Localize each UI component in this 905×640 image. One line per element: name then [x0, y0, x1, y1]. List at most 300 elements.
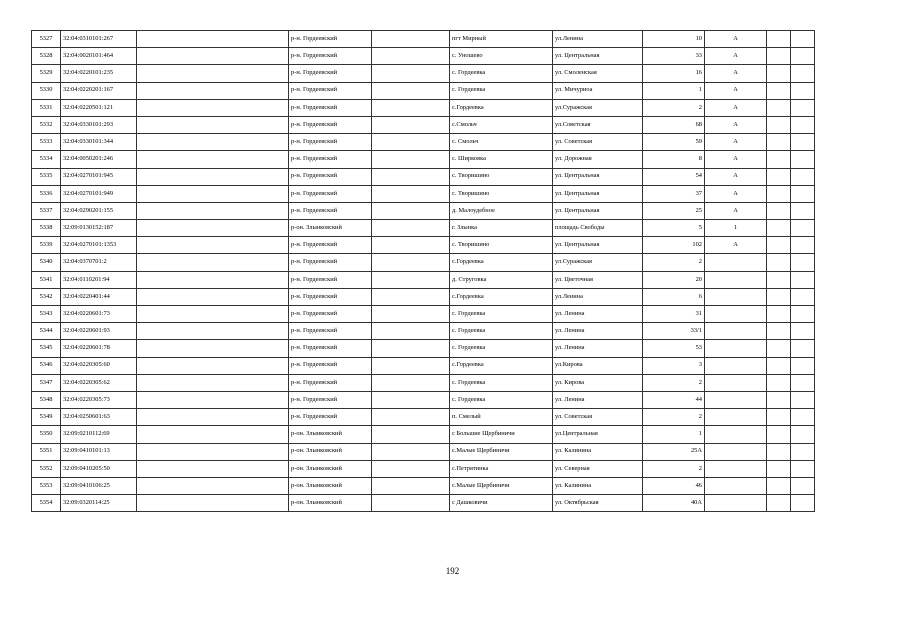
- row-number-cell: 5343: [32, 306, 61, 323]
- house-number-cell: 59: [643, 134, 705, 151]
- empty-cell: [372, 460, 450, 477]
- letter-cell: А: [705, 31, 767, 48]
- row-number-cell: 5327: [32, 31, 61, 48]
- cadastral-number-cell: 32:04:0220601:93: [61, 323, 137, 340]
- district-cell: р-н. Гордеевский: [289, 116, 372, 133]
- cadastral-number-cell: 32:04:0220501:121: [61, 99, 137, 116]
- empty-cell: [767, 340, 791, 357]
- cadastral-number-cell: 32:04:0250601:63: [61, 409, 137, 426]
- street-cell: ул. Калинина: [553, 477, 643, 494]
- row-number-cell: 5333: [32, 134, 61, 151]
- empty-cell: [137, 409, 289, 426]
- letter-cell: [705, 306, 767, 323]
- row-number-cell: 5351: [32, 443, 61, 460]
- row-number-cell: 5348: [32, 391, 61, 408]
- empty-cell: [791, 426, 815, 443]
- row-number-cell: 5337: [32, 202, 61, 219]
- empty-cell: [767, 426, 791, 443]
- district-cell: р-н. Гордеевский: [289, 31, 372, 48]
- street-cell: ул. Советская: [553, 134, 643, 151]
- cadastral-number-cell: 32:04:0370701:2: [61, 254, 137, 271]
- empty-cell: [372, 340, 450, 357]
- house-number-cell: 102: [643, 237, 705, 254]
- empty-cell: [137, 306, 289, 323]
- empty-cell: [791, 168, 815, 185]
- empty-cell: [137, 202, 289, 219]
- letter-cell: А: [705, 202, 767, 219]
- empty-cell: [791, 220, 815, 237]
- cadastral-number-cell: 32:04:0020101:464: [61, 48, 137, 65]
- cadastral-number-cell: 32:04:0220305:62: [61, 374, 137, 391]
- table-row: [32, 477, 815, 494]
- settlement-cell: с.Малые Щербиничи: [450, 477, 553, 494]
- table-row: [32, 220, 815, 237]
- settlement-cell: с. Ширковка: [450, 151, 553, 168]
- district-cell: р-он. Злынковский: [289, 477, 372, 494]
- settlement-cell: с Большие Щербиничи: [450, 426, 553, 443]
- letter-cell: [705, 409, 767, 426]
- cadastral-number-cell: 32:04:0270101:945: [61, 168, 137, 185]
- house-number-cell: 2: [643, 460, 705, 477]
- cadastral-number-cell: 32:09:0320114:25: [61, 495, 137, 512]
- empty-cell: [767, 460, 791, 477]
- letter-cell: [705, 443, 767, 460]
- letter-cell: [705, 391, 767, 408]
- cadastral-number-cell: 32:04:0290201:155: [61, 202, 137, 219]
- letter-cell: А: [705, 134, 767, 151]
- empty-cell: [137, 151, 289, 168]
- empty-cell: [372, 99, 450, 116]
- district-cell: р-н. Гордеевский: [289, 99, 372, 116]
- cadastral-number-cell: 32:04:0220601:73: [61, 306, 137, 323]
- settlement-cell: с. Гордеевка: [450, 65, 553, 82]
- row-number-cell: 5330: [32, 82, 61, 99]
- empty-cell: [372, 82, 450, 99]
- empty-cell: [767, 237, 791, 254]
- street-cell: ул.Суражская: [553, 254, 643, 271]
- house-number-cell: 1: [643, 82, 705, 99]
- street-cell: ул.Центральная: [553, 426, 643, 443]
- district-cell: р-н. Гордеевский: [289, 288, 372, 305]
- cadastral-number-cell: 32:04:0270101:949: [61, 185, 137, 202]
- empty-cell: [372, 409, 450, 426]
- district-cell: р-н. Гордеевский: [289, 323, 372, 340]
- empty-cell: [767, 82, 791, 99]
- street-cell: ул. Центральная: [553, 168, 643, 185]
- letter-cell: [705, 477, 767, 494]
- table-row: [32, 357, 815, 374]
- empty-cell: [791, 271, 815, 288]
- table-row: [32, 443, 815, 460]
- empty-cell: [137, 116, 289, 133]
- empty-cell: [767, 31, 791, 48]
- empty-cell: [791, 374, 815, 391]
- street-cell: ул.Ленина: [553, 31, 643, 48]
- settlement-cell: с. Гордеевка: [450, 323, 553, 340]
- property-registry-table: [31, 30, 815, 512]
- settlement-cell: с.Смольч: [450, 116, 553, 133]
- empty-cell: [372, 202, 450, 219]
- empty-cell: [137, 477, 289, 494]
- empty-cell: [372, 116, 450, 133]
- row-number-cell: 5344: [32, 323, 61, 340]
- row-number-cell: 5350: [32, 426, 61, 443]
- cadastral-number-cell: 32:04:0050201:246: [61, 151, 137, 168]
- settlement-cell: с. Уношево: [450, 48, 553, 65]
- empty-cell: [137, 460, 289, 477]
- row-number-cell: 5353: [32, 477, 61, 494]
- table-row: [32, 323, 815, 340]
- empty-cell: [791, 323, 815, 340]
- district-cell: р-н. Гордеевский: [289, 374, 372, 391]
- table-row: [32, 460, 815, 477]
- district-cell: р-н. Гордеевский: [289, 306, 372, 323]
- settlement-cell: с. Творишино: [450, 237, 553, 254]
- settlement-cell: с. Гордеевка: [450, 391, 553, 408]
- row-number-cell: 5339: [32, 237, 61, 254]
- empty-cell: [372, 220, 450, 237]
- settlement-cell: с. Смольч: [450, 134, 553, 151]
- letter-cell: [705, 357, 767, 374]
- empty-cell: [137, 323, 289, 340]
- empty-cell: [791, 65, 815, 82]
- empty-cell: [767, 306, 791, 323]
- street-cell: ул. Центральная: [553, 237, 643, 254]
- empty-cell: [137, 357, 289, 374]
- empty-cell: [767, 134, 791, 151]
- table-row: [32, 254, 815, 271]
- house-number-cell: 16: [643, 65, 705, 82]
- settlement-cell: д. Струговка: [450, 271, 553, 288]
- empty-cell: [137, 168, 289, 185]
- district-cell: р-он. Злынковский: [289, 426, 372, 443]
- cadastral-number-cell: 32:04:0330101:293: [61, 116, 137, 133]
- table-row: [32, 237, 815, 254]
- house-number-cell: 8: [643, 151, 705, 168]
- district-cell: р-н. Гордеевский: [289, 237, 372, 254]
- cadastral-number-cell: 32:04:0220401:44: [61, 288, 137, 305]
- empty-cell: [372, 477, 450, 494]
- street-cell: ул. Ленина: [553, 323, 643, 340]
- settlement-cell: с Дашковичи: [450, 495, 553, 512]
- empty-cell: [372, 426, 450, 443]
- empty-cell: [791, 202, 815, 219]
- house-number-cell: 46: [643, 477, 705, 494]
- table-row: [32, 340, 815, 357]
- house-number-cell: 3: [643, 357, 705, 374]
- empty-cell: [767, 271, 791, 288]
- empty-cell: [791, 409, 815, 426]
- empty-cell: [372, 495, 450, 512]
- table-row: [32, 374, 815, 391]
- table-row: [32, 409, 815, 426]
- house-number-cell: 20: [643, 271, 705, 288]
- empty-cell: [372, 288, 450, 305]
- empty-cell: [791, 254, 815, 271]
- row-number-cell: 5340: [32, 254, 61, 271]
- settlement-cell: с. Гордеевка: [450, 340, 553, 357]
- empty-cell: [791, 99, 815, 116]
- row-number-cell: 5329: [32, 65, 61, 82]
- street-cell: ул.Советская: [553, 116, 643, 133]
- street-cell: ул. Северная: [553, 460, 643, 477]
- empty-cell: [372, 443, 450, 460]
- empty-cell: [372, 134, 450, 151]
- district-cell: р-н. Гордеевский: [289, 48, 372, 65]
- empty-cell: [137, 48, 289, 65]
- empty-cell: [791, 288, 815, 305]
- empty-cell: [767, 443, 791, 460]
- empty-cell: [791, 477, 815, 494]
- settlement-cell: с.Малые Щербиничи: [450, 443, 553, 460]
- table-row: [32, 495, 815, 512]
- cadastral-number-cell: 32:09:0130152:187: [61, 220, 137, 237]
- empty-cell: [767, 391, 791, 408]
- registry-table-body: [32, 31, 815, 512]
- empty-cell: [767, 99, 791, 116]
- cadastral-number-cell: 32:04:0270101:1353: [61, 237, 137, 254]
- street-cell: ул. Октябрьская: [553, 495, 643, 512]
- house-number-cell: 25: [643, 202, 705, 219]
- table-row: [32, 151, 815, 168]
- empty-cell: [767, 168, 791, 185]
- table-row: [32, 202, 815, 219]
- district-cell: р-н. Гордеевский: [289, 254, 372, 271]
- empty-cell: [791, 151, 815, 168]
- cadastral-number-cell: 32:09:0210112:69: [61, 426, 137, 443]
- empty-cell: [372, 391, 450, 408]
- empty-cell: [372, 168, 450, 185]
- empty-cell: [137, 374, 289, 391]
- letter-cell: А: [705, 168, 767, 185]
- house-number-cell: 2: [643, 99, 705, 116]
- street-cell: ул. Кирова: [553, 374, 643, 391]
- empty-cell: [137, 254, 289, 271]
- house-number-cell: 40А: [643, 495, 705, 512]
- street-cell: площадь Свободы: [553, 220, 643, 237]
- row-number-cell: 5328: [32, 48, 61, 65]
- cadastral-number-cell: 32:04:0220201:167: [61, 82, 137, 99]
- district-cell: р-он. Злынковский: [289, 220, 372, 237]
- letter-cell: А: [705, 99, 767, 116]
- house-number-cell: 68: [643, 116, 705, 133]
- table-row: [32, 31, 815, 48]
- empty-cell: [791, 48, 815, 65]
- street-cell: ул. Цветочная: [553, 271, 643, 288]
- settlement-cell: п. Смелый: [450, 409, 553, 426]
- district-cell: р-н. Гордеевский: [289, 391, 372, 408]
- settlement-cell: г. Злынка: [450, 220, 553, 237]
- letter-cell: [705, 460, 767, 477]
- empty-cell: [767, 288, 791, 305]
- settlement-cell: с. Гордеевка: [450, 374, 553, 391]
- house-number-cell: 6: [643, 288, 705, 305]
- table-row: [32, 99, 815, 116]
- cadastral-number-cell: 32:09:0410101:13: [61, 443, 137, 460]
- letter-cell: [705, 426, 767, 443]
- cadastral-number-cell: 32:04:0220601:78: [61, 340, 137, 357]
- table-row: [32, 426, 815, 443]
- settlement-cell: с. Творишино: [450, 185, 553, 202]
- empty-cell: [767, 477, 791, 494]
- empty-cell: [372, 254, 450, 271]
- empty-cell: [791, 134, 815, 151]
- house-number-cell: 25А: [643, 443, 705, 460]
- letter-cell: 1: [705, 220, 767, 237]
- table-row: [32, 65, 815, 82]
- empty-cell: [767, 495, 791, 512]
- district-cell: р-н. Гордеевский: [289, 202, 372, 219]
- house-number-cell: 2: [643, 254, 705, 271]
- row-number-cell: 5352: [32, 460, 61, 477]
- cadastral-number-cell: 32:04:0220305:60: [61, 357, 137, 374]
- settlement-cell: с. Гордеевка: [450, 306, 553, 323]
- district-cell: р-н. Гордеевский: [289, 340, 372, 357]
- letter-cell: [705, 374, 767, 391]
- empty-cell: [791, 185, 815, 202]
- empty-cell: [372, 357, 450, 374]
- house-number-cell: 10: [643, 31, 705, 48]
- empty-cell: [372, 185, 450, 202]
- letter-cell: [705, 340, 767, 357]
- row-number-cell: 5332: [32, 116, 61, 133]
- empty-cell: [791, 460, 815, 477]
- letter-cell: А: [705, 151, 767, 168]
- table-row: [32, 391, 815, 408]
- letter-cell: А: [705, 185, 767, 202]
- row-number-cell: 5346: [32, 357, 61, 374]
- street-cell: ул. Ленина: [553, 306, 643, 323]
- empty-cell: [767, 409, 791, 426]
- street-cell: ул.Суражская: [553, 99, 643, 116]
- empty-cell: [791, 443, 815, 460]
- empty-cell: [767, 220, 791, 237]
- settlement-cell: с.Гордеевка: [450, 357, 553, 374]
- empty-cell: [767, 116, 791, 133]
- letter-cell: [705, 271, 767, 288]
- letter-cell: [705, 288, 767, 305]
- house-number-cell: 33: [643, 48, 705, 65]
- empty-cell: [767, 202, 791, 219]
- empty-cell: [767, 185, 791, 202]
- letter-cell: [705, 254, 767, 271]
- table-row: [32, 116, 815, 133]
- house-number-cell: 5: [643, 220, 705, 237]
- empty-cell: [137, 443, 289, 460]
- empty-cell: [791, 116, 815, 133]
- letter-cell: А: [705, 48, 767, 65]
- house-number-cell: 2: [643, 374, 705, 391]
- empty-cell: [137, 495, 289, 512]
- empty-cell: [767, 357, 791, 374]
- empty-cell: [137, 340, 289, 357]
- house-number-cell: 54: [643, 168, 705, 185]
- cadastral-number-cell: 32:04:0330101:344: [61, 134, 137, 151]
- district-cell: р-он. Злынковский: [289, 443, 372, 460]
- letter-cell: А: [705, 237, 767, 254]
- district-cell: р-н. Гордеевский: [289, 65, 372, 82]
- district-cell: р-н. Гордеевский: [289, 168, 372, 185]
- empty-cell: [137, 271, 289, 288]
- district-cell: р-н. Гордеевский: [289, 151, 372, 168]
- empty-cell: [137, 185, 289, 202]
- empty-cell: [767, 323, 791, 340]
- settlement-cell: с.Гордеевка: [450, 99, 553, 116]
- district-cell: р-н. Гордеевский: [289, 134, 372, 151]
- empty-cell: [372, 237, 450, 254]
- row-number-cell: 5334: [32, 151, 61, 168]
- street-cell: ул. Центральная: [553, 48, 643, 65]
- district-cell: р-н. Гордеевский: [289, 271, 372, 288]
- street-cell: ул. Центральная: [553, 185, 643, 202]
- cadastral-number-cell: 32:04:0310101:267: [61, 31, 137, 48]
- empty-cell: [137, 220, 289, 237]
- row-number-cell: 5331: [32, 99, 61, 116]
- page-number: 192: [445, 566, 460, 576]
- district-cell: р-н. Гордеевский: [289, 82, 372, 99]
- settlement-cell: с.Гордеевка: [450, 254, 553, 271]
- empty-cell: [791, 357, 815, 374]
- settlement-cell: д. Малоудебное: [450, 202, 553, 219]
- cadastral-number-cell: 32:04:0110201:94: [61, 271, 137, 288]
- empty-cell: [791, 495, 815, 512]
- street-cell: ул.Кирова: [553, 357, 643, 374]
- street-cell: ул. Ленина: [553, 391, 643, 408]
- empty-cell: [137, 391, 289, 408]
- table-row: [32, 134, 815, 151]
- district-cell: р-он. Злынковский: [289, 495, 372, 512]
- street-cell: ул. Мичуриоа: [553, 82, 643, 99]
- empty-cell: [791, 237, 815, 254]
- empty-cell: [767, 254, 791, 271]
- street-cell: ул. Центральная: [553, 202, 643, 219]
- table-row: [32, 271, 815, 288]
- empty-cell: [372, 151, 450, 168]
- empty-cell: [767, 65, 791, 82]
- house-number-cell: 31: [643, 306, 705, 323]
- district-cell: р-н. Гордеевский: [289, 357, 372, 374]
- empty-cell: [372, 65, 450, 82]
- row-number-cell: 5342: [32, 288, 61, 305]
- district-cell: р-н. Гордеевский: [289, 409, 372, 426]
- cadastral-number-cell: 32:09:0410205:50: [61, 460, 137, 477]
- empty-cell: [137, 99, 289, 116]
- empty-cell: [137, 426, 289, 443]
- empty-cell: [791, 306, 815, 323]
- row-number-cell: 5336: [32, 185, 61, 202]
- house-number-cell: 2: [643, 409, 705, 426]
- empty-cell: [791, 391, 815, 408]
- letter-cell: А: [705, 116, 767, 133]
- letter-cell: А: [705, 65, 767, 82]
- settlement-cell: с. Творишино: [450, 168, 553, 185]
- letter-cell: [705, 323, 767, 340]
- empty-cell: [372, 271, 450, 288]
- empty-cell: [137, 65, 289, 82]
- empty-cell: [137, 82, 289, 99]
- table-row: [32, 185, 815, 202]
- row-number-cell: 5349: [32, 409, 61, 426]
- empty-cell: [791, 82, 815, 99]
- empty-cell: [137, 237, 289, 254]
- empty-cell: [137, 31, 289, 48]
- letter-cell: [705, 495, 767, 512]
- empty-cell: [137, 134, 289, 151]
- empty-cell: [791, 340, 815, 357]
- empty-cell: [767, 374, 791, 391]
- settlement-cell: с.Петрятинка: [450, 460, 553, 477]
- table-row: [32, 168, 815, 185]
